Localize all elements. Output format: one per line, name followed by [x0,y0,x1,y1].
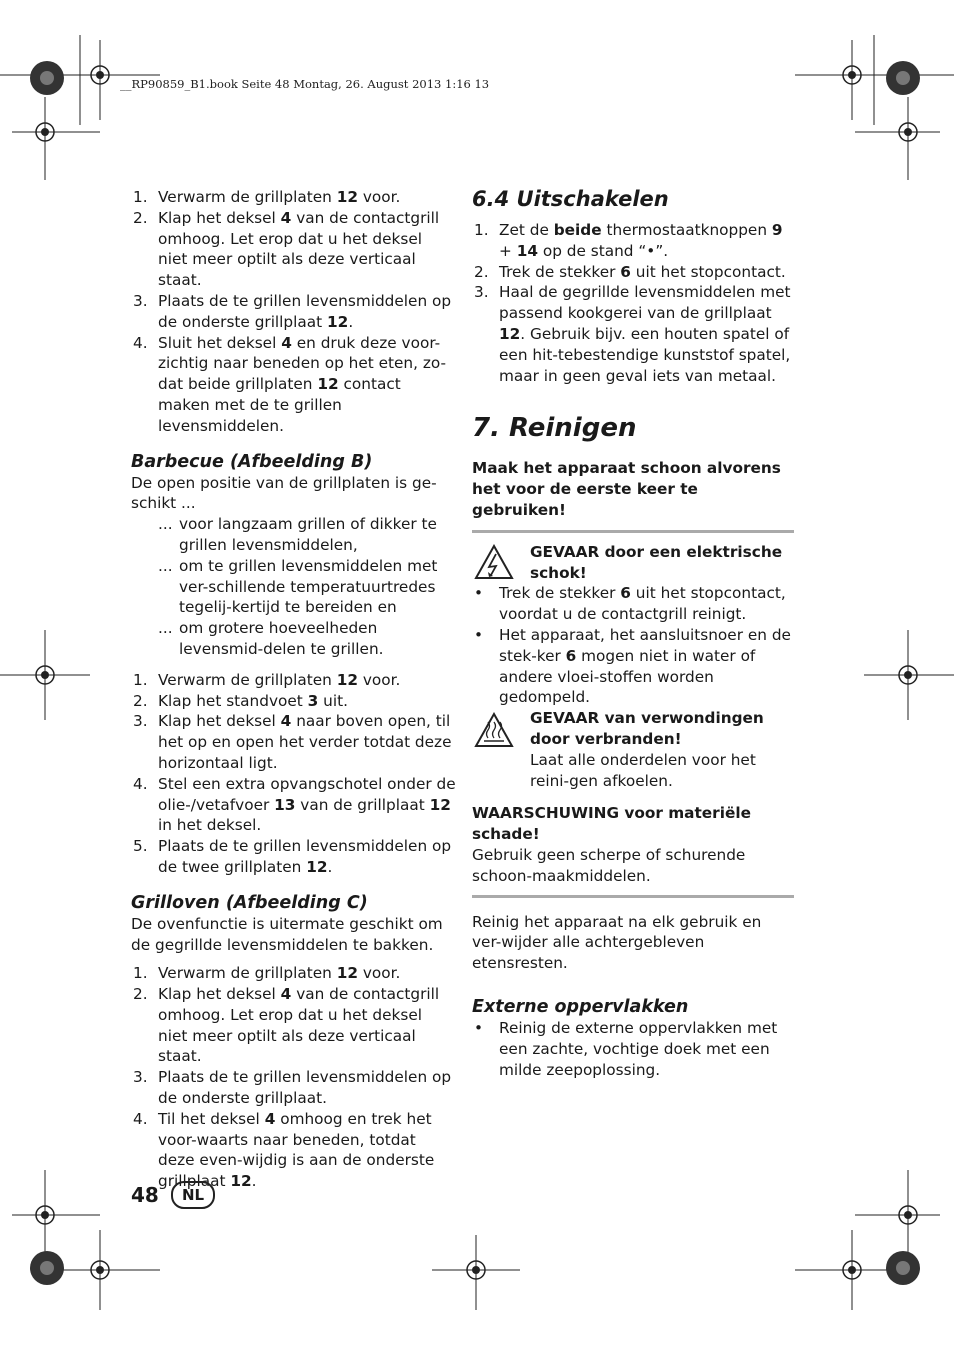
list-text: Verwarm de grillplaten 12 voor. [158,670,401,689]
list-item [131,208,456,291]
list-marker: 2. [133,985,148,1004]
list-item [131,1109,456,1192]
list-marker: • [474,625,484,644]
list-item [131,670,456,691]
list-marker: 4. [133,774,148,793]
steps-barbecue [131,670,456,878]
color-target-icon [30,1251,64,1285]
list-item [131,774,456,836]
print-header: __RP90859_B1.book Seite 48 Montag, 26. August 2013 1:16 13 [120,77,490,91]
list-item [472,583,794,625]
color-target-icon [30,61,64,95]
list-marker: 1. [133,964,148,983]
hot-surface-icon [474,712,514,748]
list-item [131,963,456,984]
left-column [131,187,456,1192]
warning-electric-list [472,583,794,708]
list-item [131,618,456,660]
list-text: Zet de beide thermostaatknoppen 9 + 14 op de stand “•”. [499,221,783,260]
list-text: om grotere hoeveelheden levensmid-delen te grillen. [179,619,384,658]
list-marker: 1. [474,221,489,239]
language-badge: NL [171,1181,215,1209]
list-text: Stel een extra opvangschotel onder de olie-/vetafvoer 13 van de grillplaat 12 in het deksel. [158,774,456,835]
list-marker: 3. [133,712,148,731]
steps-grilloven [131,963,456,1192]
list-item [472,262,794,283]
warning-electric [472,542,794,584]
list-text: Klap het standvoet 3 uit. [158,691,348,710]
right-column [472,187,794,1080]
list-marker: ... [158,515,173,534]
list-item [131,836,456,878]
list-text: Trek de stekker 6 uit het stopcontact. [499,262,786,281]
color-target-icon [886,1251,920,1285]
list-text: Klap het deksel 4 naar boven open, til het op en open het verder totdat deze horizontaal ligt. [158,712,452,772]
list-text: voor langzaam grillen of dikker te grillen levensmiddelen, [179,515,437,554]
list-text: Verwarm de grillplaten 12 voor. [158,964,401,983]
warning-material-text: Gebruik geen scherpe of schurende schoon-maakmiddelen. [472,845,746,885]
list-text: Plaats de te grillen levensmiddelen op de onderste grillplaat 12. [158,291,452,331]
external-list [472,1018,794,1080]
list-text: Klap het deksel 4 van de contactgrill omhoog. Let erop dat u het deksel niet meer optilt als deze verticaal staat. [158,985,440,1066]
list-item [131,691,456,712]
list-marker: • [474,1018,484,1037]
list-text: om te grillen levensmiddelen met ver-schillende temperatuurtredes tegelij-kertijd te bereiden en [179,556,438,617]
list-marker: 2. [133,691,148,710]
list-text: Plaats de te grillen levensmiddelen op de onderste grillplaat. [158,1068,452,1108]
list-item [131,1067,456,1109]
barbecue-options [131,514,456,660]
list-marker: • [474,584,484,603]
steps-switch-off [472,220,794,386]
list-item [472,1018,794,1080]
list-marker: 2. [474,262,489,281]
list-text: Verwarm de grillplaten 12 voor. [158,188,401,206]
list-text: Reinig de externe oppervlakken met een zachte, vochtige doek met een milde zeepoplossing. [499,1018,778,1079]
list-text: Sluit het deksel 4 en druk deze voor-zichtig naar beneden op het eten, zo-dat beide grillplaten 12 contact maken met de te grillen levensmiddelen. [158,333,447,435]
steps-contact-grill [131,187,456,437]
list-marker: 2. [133,208,148,227]
warning-burn-text: Laat alle onderdelen voor het reini-gen afkoelen. [530,750,756,790]
list-text: Haal de gegrillde levensmiddelen met passend kookgerei van de grillplaat 12. Gebruik bijv. een houten spatel of een hit-tebestendige kunststof spatel, maar in geen geval iets van metaal. [499,283,791,385]
list-marker: 1. [133,188,148,206]
list-item [472,220,794,262]
list-item [131,984,456,1067]
list-marker: 3. [474,283,489,302]
electric-hazard-icon [474,544,514,580]
clean-first-note: Maak het apparaat schoon alvorens het voor de eerste keer te gebruiken! [472,459,781,519]
external-heading: Externe oppervlakken [472,996,689,1017]
list-text: Het apparaat, het aansluitsnoer en de stek-ker 6 mogen niet in water of andere vloei-stoffen worden gedompeld. [499,625,791,707]
list-marker: 5. [133,837,148,856]
list-item [131,711,456,773]
list-marker: 4. [133,1109,148,1128]
list-text: Til het deksel 4 omhoog en trek het voor-waarts naar beneden, totdat deze even-wijdig is aan de onderste grillplaat 12. [158,1109,435,1191]
list-text: Trek de stekker 6 uit het stopcontact, voordat u de contactgrill reinigt. [499,584,786,624]
list-marker: ... [158,556,173,575]
section-6-4-heading: 6.4 Uitschakelen [472,187,669,211]
section-7-heading: 7. Reinigen [472,413,637,444]
clean-after-use: Reinig het apparaat na elk gebruik en ver-wijder alle achtergebleven etensresten. [472,912,762,973]
color-target-icon [886,61,920,95]
page-number: 48 [131,1183,159,1207]
list-item [472,282,794,386]
grilloven-intro: De ovenfunctie is uitermate geschikt om de gegrillde levensmiddelen te bakken. [131,914,443,954]
list-marker: ... [158,619,173,638]
warning-material-title: WAARSCHUWING voor materiële schade! [472,804,751,844]
barbecue-heading: Barbecue (Afbeelding B) [131,451,373,472]
list-item [131,187,456,208]
list-marker: 1. [133,670,148,689]
warning-burn-title: GEVAAR van verwondingen door verbranden! [530,709,764,748]
list-item [131,291,456,333]
list-item [131,556,456,618]
warning-electric-title: GEVAAR door een elektrische schok! [530,542,783,582]
barbecue-intro: De open positie van de grillplaten is ge-schikt ... [131,473,437,513]
list-marker: 3. [133,1068,148,1087]
list-text: Klap het deksel 4 van de contactgrill omhoog. Let erop dat u het deksel niet meer optilt als deze verticaal staat. [158,208,440,290]
warning-burn [472,708,794,791]
list-text: Plaats de te grillen levensmiddelen op de twee grillplaten 12. [158,837,452,876]
list-item [131,333,456,437]
list-marker: 4. [133,333,148,352]
grilloven-heading: Grilloven (Afbeelding C) [131,892,368,913]
list-item [131,514,456,556]
list-item [472,625,794,708]
list-marker: 3. [133,291,148,310]
warning-box [472,530,794,898]
